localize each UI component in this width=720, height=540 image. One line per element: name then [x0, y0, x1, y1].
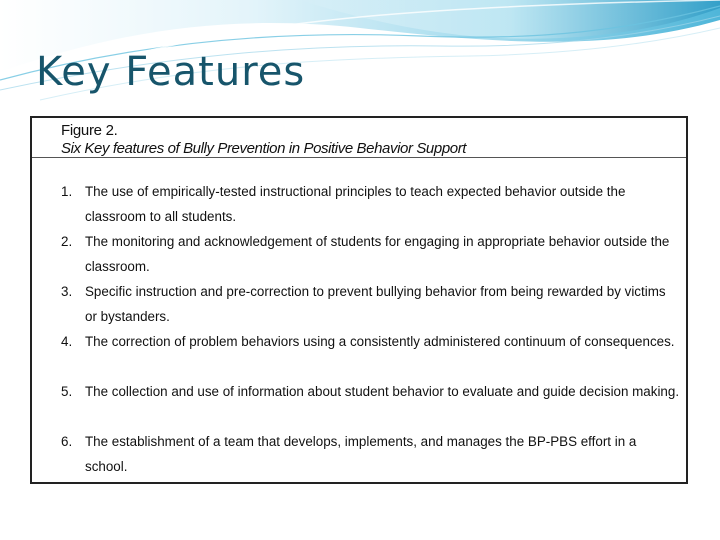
feature-number: 2.	[61, 234, 73, 249]
feature-item	[61, 329, 681, 379]
feature-item	[61, 429, 681, 479]
feature-item	[61, 379, 681, 429]
feature-item	[61, 179, 681, 229]
feature-text: Specific instruction and pre-correction to prevent bullying behavior from being rewarded by victims or bystanders.	[85, 284, 666, 324]
feature-text: The monitoring and acknowledgement of students for engaging in appropriate behavior outside the classroom.	[85, 234, 670, 274]
feature-item	[61, 279, 681, 329]
feature-list	[61, 179, 681, 479]
feature-number: 1.	[61, 184, 73, 199]
figure-header	[32, 118, 686, 158]
feature-text: The collection and use of information about student behavior to evaluate and guide decision making.	[85, 384, 680, 399]
feature-number: 3.	[61, 284, 73, 299]
figure-caption: Six Key features of Bully Prevention in Positive Behavior Support	[61, 140, 467, 157]
slide-title: Key Features	[36, 49, 306, 95]
feature-text: The establishment of a team that develops, implements, and manages the BP-PBS effort in a school.	[85, 434, 637, 474]
feature-text: The correction of problem behaviors using a consistently administered continuum of consequences.	[85, 334, 675, 349]
feature-text: The use of empirically-tested instructional principles to teach expected behavior outside the classroom to all students.	[85, 184, 626, 224]
feature-number: 4.	[61, 334, 73, 349]
feature-item	[61, 229, 681, 279]
figure-label: Figure 2.	[61, 122, 118, 139]
figure-box	[30, 116, 688, 484]
feature-number: 6.	[61, 434, 73, 449]
feature-number: 5.	[61, 384, 73, 399]
